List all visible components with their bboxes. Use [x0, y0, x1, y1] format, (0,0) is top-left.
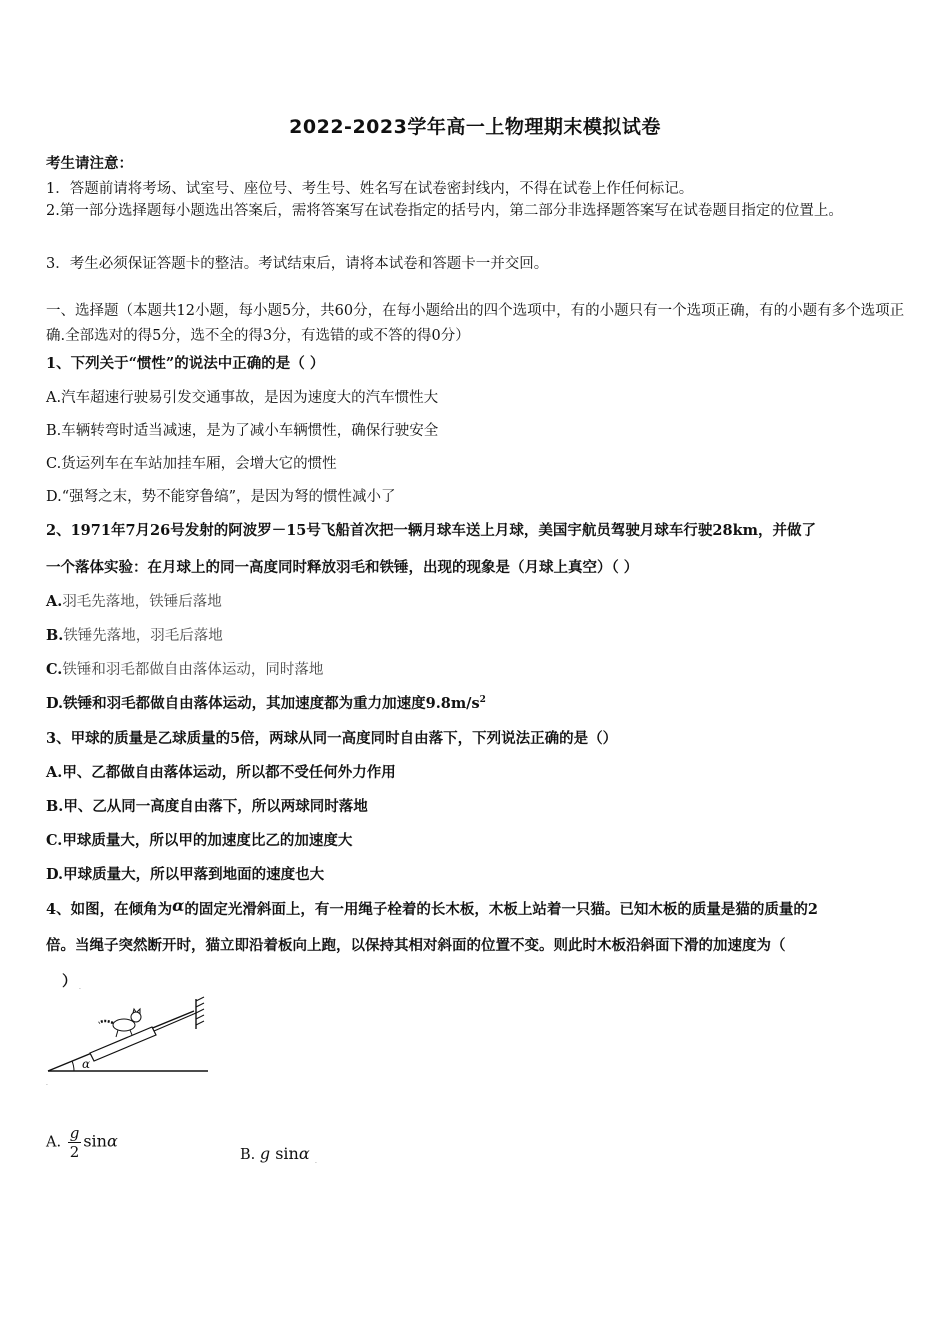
- cat-icon: [99, 1009, 141, 1037]
- dot-mark: .: [315, 1158, 317, 1165]
- notice-item-2: 2.第一部分选择题每小题选出答案后，需将答案写在试卷指定的括号内，第二部分非选择题答案写在试卷题目指定的位置上。: [46, 203, 843, 219]
- section-instructions: 一、选择题（本题共12小题，每小题5分，共60分，在每小题给出的四个选项中，有的小题只有一个选项正确，有的小题有多个选项正确.全部选对的得5分，选不全的得3分，有选错的或不答的得0分）: [46, 303, 905, 344]
- rope-line: [154, 1013, 196, 1031]
- question-3-stem: 3、甲球的质量是乙球质量的5倍，两球从同一高度同时自由落下，下列说法正确的是（）: [46, 730, 618, 747]
- question-4-stem-line1: 4、如图，在倾角为α的固定光滑斜面上，有一用绳子栓着的长木板，木板上站着一只猫。已知木板的质量是猫的质量的2: [46, 896, 818, 918]
- dot-mark: .: [79, 984, 81, 991]
- question-2-option-d: D.铁锤和羽毛都做自由落体运动，其加速度都为重力加速度$9.8m/s^2$: [46, 695, 486, 712]
- angle-label: α: [82, 1057, 91, 1071]
- question-3-option-a: A.甲、乙都做自由落体运动，所以都不受任何外力作用: [46, 764, 396, 781]
- dot-mark: .: [46, 1080, 48, 1087]
- notice-heading: 考生请注意：: [46, 155, 133, 172]
- question-4-option-b: B. g sinα: [240, 1144, 310, 1163]
- question-1-option-d: D.“强弩之末，势不能穿鲁缟”，是因为弩的惯性减小了: [46, 489, 396, 505]
- question-2-option-b: B.铁锤先落地，羽毛后落地: [46, 627, 223, 644]
- question-1-option-b: B.车辆转弯时适当减速，是为了减小车辆惯性，确保行驶安全: [46, 423, 439, 439]
- question-3-option-d: D.甲球质量大，所以甲落到地面的速度也大: [46, 866, 325, 883]
- page-title: 2022-2023学年高一上物理期末模拟试卷: [289, 116, 661, 138]
- alpha-symbol: α: [172, 896, 185, 915]
- board-shape: [90, 1027, 156, 1061]
- notice-item-3: 3．考生必须保证答题卡的整洁。考试结束后，请将本试卷和答题卡一并交回。: [46, 256, 549, 272]
- question-2-stem-line1: 2、1971年7月26号发射的阿波罗－15号飞船首次把一辆月球车送上月球，美国宇航员驾驶月球车行驶28km，并做了: [46, 522, 816, 539]
- question-3-option-b: B.甲、乙从同一高度自由落下，所以两球同时落地: [46, 798, 368, 815]
- notice-item-1: 1．答题前请将考场、试室号、座位号、考生号、姓名写在试卷密封线内，不得在试卷上作任何标记。: [46, 181, 694, 197]
- question-3-option-c: C.甲球质量大，所以甲的加速度比乙的加速度大: [46, 832, 353, 849]
- question-2-option-a: A.羽毛先落地，铁锤后落地: [46, 593, 222, 610]
- question-4-stem-line3: ）: [62, 973, 77, 990]
- question-2-stem-line2: 一个落体实验：在月球上的同一高度同时释放羽毛和铁锤，出现的现象是（月球上真空）（ ）: [46, 559, 639, 576]
- incline-figure: [44, 995, 214, 1090]
- fraction: $\frac{g}{2}$: [69, 1124, 80, 1161]
- question-4-option-a: A. $\frac{g}{2}$ sinα: [46, 1124, 118, 1161]
- question-2-option-c: C.铁锤和羽毛都做自由落体运动，同时落地: [46, 661, 324, 678]
- question-1-option-a: A.汽车超速行驶易引发交通事故，是因为速度大的汽车惯性大: [46, 390, 439, 406]
- question-4-stem-line2: 倍。当绳子突然断开时，猫立即沿着板向上跑，以保持其相对斜面的位置不变。则此时木板沿斜面下滑的加速度为（: [46, 937, 786, 954]
- question-1-option-c: C.货运列车在车站加挂车厢，会增大它的惯性: [46, 456, 337, 472]
- question-1-stem: 1、下列关于“惯性”的说法中正确的是（ ）: [46, 355, 325, 372]
